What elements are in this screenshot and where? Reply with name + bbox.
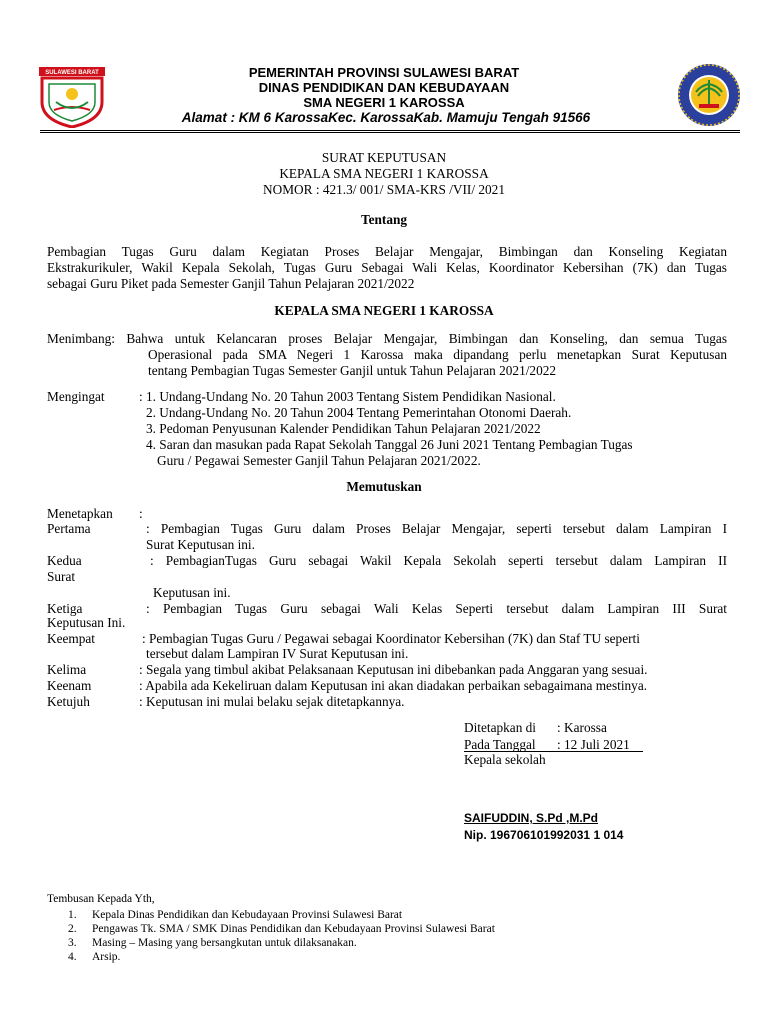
- pertama-label: Pertama: [47, 521, 91, 536]
- menimbang-line1: Menimbang: Bahwa untuk Kelancaran proses Belajar Mengajar, Bimbingan dan Konseling, dan semua Tugas: [47, 331, 727, 346]
- kedua-label: Kedua: [47, 553, 82, 568]
- ditetapkan-value: : Karossa: [557, 720, 607, 735]
- pertama-text-cont: Surat Keputusan ini.: [146, 537, 255, 552]
- mengingat-item-1: : 1. Undang-Undang No. 20 Tahun 2003 Tentang Sistem Pendidikan Nasional.: [139, 389, 556, 404]
- tembusan-heading: Tembusan Kepada Yth,: [47, 893, 155, 905]
- ketiga-text-cont: Keputusan Ini.: [47, 615, 126, 630]
- kelima-label: Kelima: [47, 662, 87, 677]
- kelima-text: : Segala yang timbul akibat Pelaksanaan Keputusan ini dibebankan pada Anggaran yang sesuai.: [139, 662, 648, 677]
- menimbang-line2: Operasional pada SMA Negeri 1 Karossa maka dipandang perlu menetapkan Surat Keputusan: [148, 347, 727, 362]
- signatory-role: Kepala sekolah: [464, 752, 546, 767]
- tembusan-item-4: Arsip.: [92, 951, 121, 963]
- menimbang-line3: tentang Pembagian Tugas Semester Ganjil untuk Tahun Pelajaran 2021/2022: [148, 363, 557, 378]
- tentang-heading: Tentang: [360, 212, 408, 227]
- header-school: SMA NEGERI 1 KAROSSA: [303, 95, 465, 110]
- tembusan-item-2: Pengawas Tk. SMA / SMK Dinas Pendidikan dan Kebudayaan Provinsi Sulawesi Barat: [92, 923, 495, 935]
- tembusan-num-4: 4.: [68, 951, 77, 963]
- tembusan-item-3: Masing – Masing yang bersangkutan untuk dilaksanakan.: [92, 937, 357, 949]
- signatory-nip: Nip. 196706101992031 1 014: [464, 828, 624, 842]
- keenam-text: : Apabila ada Kekeliruan dalam Keputusan ini akan diadakan perbaikan sebagaimana mestinya.: [139, 678, 648, 693]
- header-department: DINAS PENDIDIKAN DAN KEBUDAYAAN: [258, 80, 510, 95]
- title-number: NOMOR : 421.3/ 001/ SMA-KRS /VII/ 2021: [263, 182, 505, 197]
- title-line2: KEPALA SMA NEGERI 1 KAROSSA: [279, 166, 489, 181]
- tentang-line3: sebagai Guru Piket pada Semester Ganjil Tahun Pelajaran 2021/2022: [47, 276, 415, 291]
- ketiga-text: : Pembagian Tugas Guru sebagai Wali Kelas Seperti tersebut dalam Lampiran III Surat: [146, 601, 727, 616]
- header-government: PEMERINTAH PROVINSI SULAWESI BARAT: [248, 65, 520, 80]
- mengingat-item-4-cont: Guru / Pegawai Semester Ganjil Tahun Pelajaran 2021/2022.: [157, 453, 481, 468]
- kedua-text-cont: Keputusan ini.: [153, 585, 231, 600]
- mengingat-item-4: 4. Saran dan masukan pada Rapat Sekolah Tanggal 26 Juni 2021 Tentang Pembagian Tugas: [146, 437, 633, 452]
- tentang-line1: Pembagian Tugas Guru dalam Kegiatan Proses Belajar Mengajar, Bimbingan dan Konseling Kegiatan: [47, 244, 727, 259]
- mengingat-label: Mengingat: [47, 389, 105, 404]
- mengingat-item-2: 2. Undang-Undang No. 20 Tahun 2004 Tentang Pemerintahan Otonomi Daerah.: [146, 405, 572, 420]
- tentang-line2: Ekstrakurikuler, Wakil Kepala Sekolah, Tugas Guru Sebagai Wali Kelas, Koordinator Kebersihan (7K) dan Tugas: [47, 260, 727, 275]
- keenam-label: Keenam: [47, 678, 92, 693]
- tanggal-value: : 12 Juli 2021: [557, 737, 630, 752]
- ketujuh-text: : Keputusan ini mulai belaku sejak ditetapkannya.: [139, 694, 405, 709]
- menetapkan-colon: :: [139, 506, 143, 521]
- menetapkan-label: Menetapkan: [47, 506, 113, 521]
- tembusan-num-1: 1.: [68, 909, 77, 921]
- kepala-heading: KEPALA SMA NEGERI 1 KAROSSA: [274, 303, 494, 318]
- pertama-text: : Pembagian Tugas Guru dalam Proses Belajar Mengajar, seperti tersebut dalam Lampiran I: [146, 521, 727, 536]
- keempat-text: : Pembagian Tugas Guru / Pegawai sebagai Koordinator Kebersihan (7K) dan Staf TU seperti: [142, 631, 640, 646]
- tanggal-label: Pada Tanggal: [464, 737, 536, 752]
- tembusan-num-3: 3.: [68, 937, 77, 949]
- header-divider: [40, 130, 740, 133]
- left-logo-text: SULAWESI BARAT: [45, 70, 99, 76]
- keempat-text-cont: tersebut dalam Lampiran IV Surat Keputusan ini.: [146, 646, 409, 661]
- signatory-name: SAIFUDDIN, S.Pd ,M.Pd: [464, 811, 599, 825]
- tembusan-item-1: Kepala Dinas Pendidikan dan Kebudayaan Provinsi Sulawesi Barat: [92, 909, 403, 921]
- header-address: Alamat : KM 6 KarossaKec. KarossaKab. Mamuju Tengah 91566: [181, 110, 591, 125]
- kedua-text-wrap: Surat: [47, 569, 76, 584]
- ketiga-label: Ketiga: [47, 601, 83, 616]
- ditetapkan-label: Ditetapkan di: [464, 720, 537, 735]
- keempat-label: Keempat: [47, 631, 95, 646]
- ketujuh-label: Ketujuh: [47, 694, 90, 709]
- tembusan-num-2: 2.: [68, 923, 77, 935]
- memutuskan-heading: Memutuskan: [346, 479, 422, 494]
- kedua-text: : PembagianTugas Guru sebagai Wakil Kepala Sekolah seperti tersebut dalam Lampiran II: [150, 553, 727, 568]
- mengingat-item-3: 3. Pedoman Penyusunan Kalender Pendidikan Tahun Pelajaran 2021/2022: [146, 421, 541, 436]
- title-line1: SURAT KEPUTUSAN: [321, 150, 447, 165]
